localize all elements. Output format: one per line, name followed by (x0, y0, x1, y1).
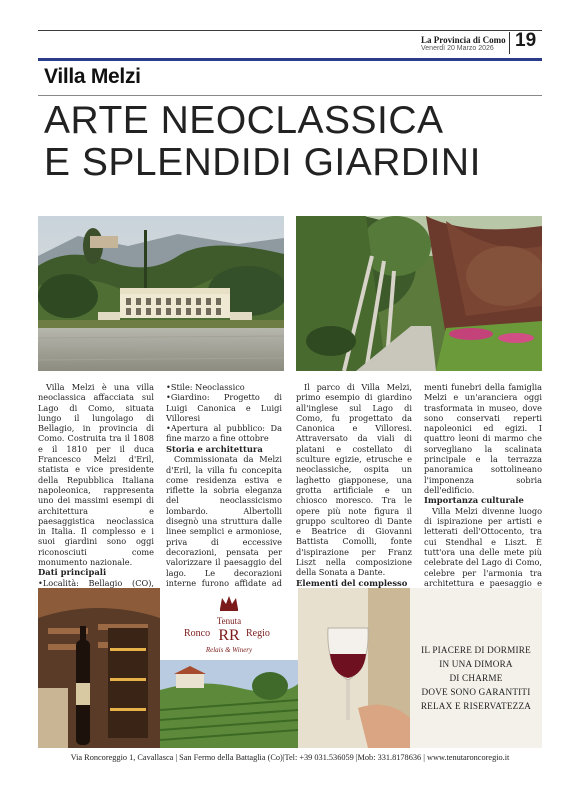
slogan-line-1: IL PIACERE DI DORMIRE (421, 645, 531, 655)
article-column-1 (38, 382, 154, 619)
section-heading-storia: Storia e architettura (166, 443, 263, 454)
importanza-paragraph: Villa Melzi divenne luogo di ispirazione per artisti e letterati dell'Ottocento, tra cui Stendhal e Liszt. È tutt'ora una delle mete più celebrate del Lago di Como, celebre per l'armonia tra architettura e paesaggio e (424, 505, 542, 588)
fact-item-giardino: •Giardino: Progetto di Luigi Canonica e Luigi Villoresi (166, 392, 282, 423)
issue-date: Venerdì 20 Marzo 2026 (421, 45, 494, 52)
header-top-rule (38, 30, 542, 31)
section-kicker: Villa Melzi (44, 65, 141, 88)
wine-glass-image (298, 588, 410, 748)
garden-avenue-photo-image (296, 216, 542, 371)
brand-panel (160, 588, 298, 748)
section-heading-dati-principali: Dati principali (38, 567, 107, 578)
ad-slogan (410, 643, 542, 713)
section-heading-importanza: Importanza culturale (424, 495, 524, 506)
ad-contact-footer: Via Roncoreggio 1, Cavallasca | San Fermo della Battaglia (Co)|Tel: +39 031.536059 |Mob: 331.8178636 | www.tenutaroncoregio.it (38, 748, 542, 768)
brand-ronco: Ronco (184, 628, 211, 639)
page-number: 19 (515, 30, 537, 51)
brand-tenuta: Tenuta (216, 616, 242, 626)
elementi-paragraph-continued: menti funebri della famiglia Melzi e un'aranciera oggi trasformata in museo, dove sono conservati reperti napoleonici ed egizi. I quattro leoni di marmo che sorvegliano la scalinata principale e la terrazza panoramica sottolineano l'imponenza sobria dell'edificio. (424, 382, 542, 495)
headline-line-2: E SPLENDIDI GIARDINI (44, 141, 481, 184)
intro-paragraph: Villa Melzi è una villa neoclassica affacciata sul Lago di Como, situata lungo il lungolago di Bellagio, in provincia di Como. Costruita tra il 1808 e il 1810 per il duca Francesco Melzi d'Eril, statista e vice presidente della Repubblica Italiana napoleonica, rappresenta uno dei massimi esempi di architettura e paesaggistica neoclassica in Italia. Il complesso e i suoi giardini sono oggi riconosciuti come monumento nazionale. (38, 382, 154, 568)
crown-icon (219, 594, 239, 612)
advertisement (38, 588, 542, 768)
kicker-rule (38, 95, 542, 96)
slogan-line-5: RELAX E RISERVATEZZA (420, 701, 532, 711)
brand-monogram-logo (216, 626, 242, 644)
fact-item-apertura: •Apertura al pubblico: Da fine marzo a fine ottobre (166, 423, 282, 444)
section-heading-elementi: Elementi del complesso (296, 577, 408, 588)
wine-cellar-image (38, 588, 160, 748)
villa-photo-image (38, 216, 284, 371)
vineyard-image (160, 660, 298, 748)
brand-subtitle: Relais & Winery (205, 646, 253, 654)
fact-item-localita: •Località: Bellagio (CO), (38, 577, 154, 588)
parco-paragraph: Il parco di Villa Melzi, primo esempio di giardino all'inglese sul Lago di Como, fu progettato da Canonica e Villoresi. Attraversato da viali di platani e costellato di sculture egizie, etrusche e neoclassiche, ospita un laghetto giapponese, una grotta artificiale e un chiosco moresco. Tra le opere più note figura il gruppo scultoreo di Dante e Beatrice di Giovanni Battista Comolli, fonte d'ispirazione per Franz Liszt nella composizione della Sonata a Dante. (296, 382, 412, 578)
headline-line-1: ARTE NEOCLASSICA (44, 99, 444, 142)
key-facts-list-continued (166, 382, 282, 444)
garden-avenue-photo (296, 216, 542, 371)
newspaper-name: La Provincia di Como (421, 35, 506, 45)
slogan-line-3: DI CHARME (449, 673, 503, 683)
article-column-4 (424, 382, 542, 609)
article-headline (44, 100, 544, 184)
header-accent-bar (38, 58, 542, 61)
slogan-line-2: IN UNA DIMORA (439, 659, 513, 669)
page-number-divider (509, 32, 510, 54)
storia-paragraph: Commissionata da Melzi d'Eril, la villa fu concepita come residenza estiva e riflette la sobria eleganza del neoclassicismo lombardo. Albertolli disegnò una struttura dalle linee semplici e armoniose, priva di eccessive decorazioni, pensata per valorizzare il paesaggio del lago. Le decorazioni interne furono affidate ad (166, 454, 282, 588)
villa-photo (38, 216, 284, 371)
article-column-2 (166, 382, 282, 619)
brand-monogram-text: RR (218, 627, 240, 644)
brand-regio: Regio (246, 628, 270, 639)
fact-item-stile: •Stile: Neoclassico (166, 382, 245, 392)
slogan-line-4: DOVE SONO GARANTITI (421, 687, 531, 697)
